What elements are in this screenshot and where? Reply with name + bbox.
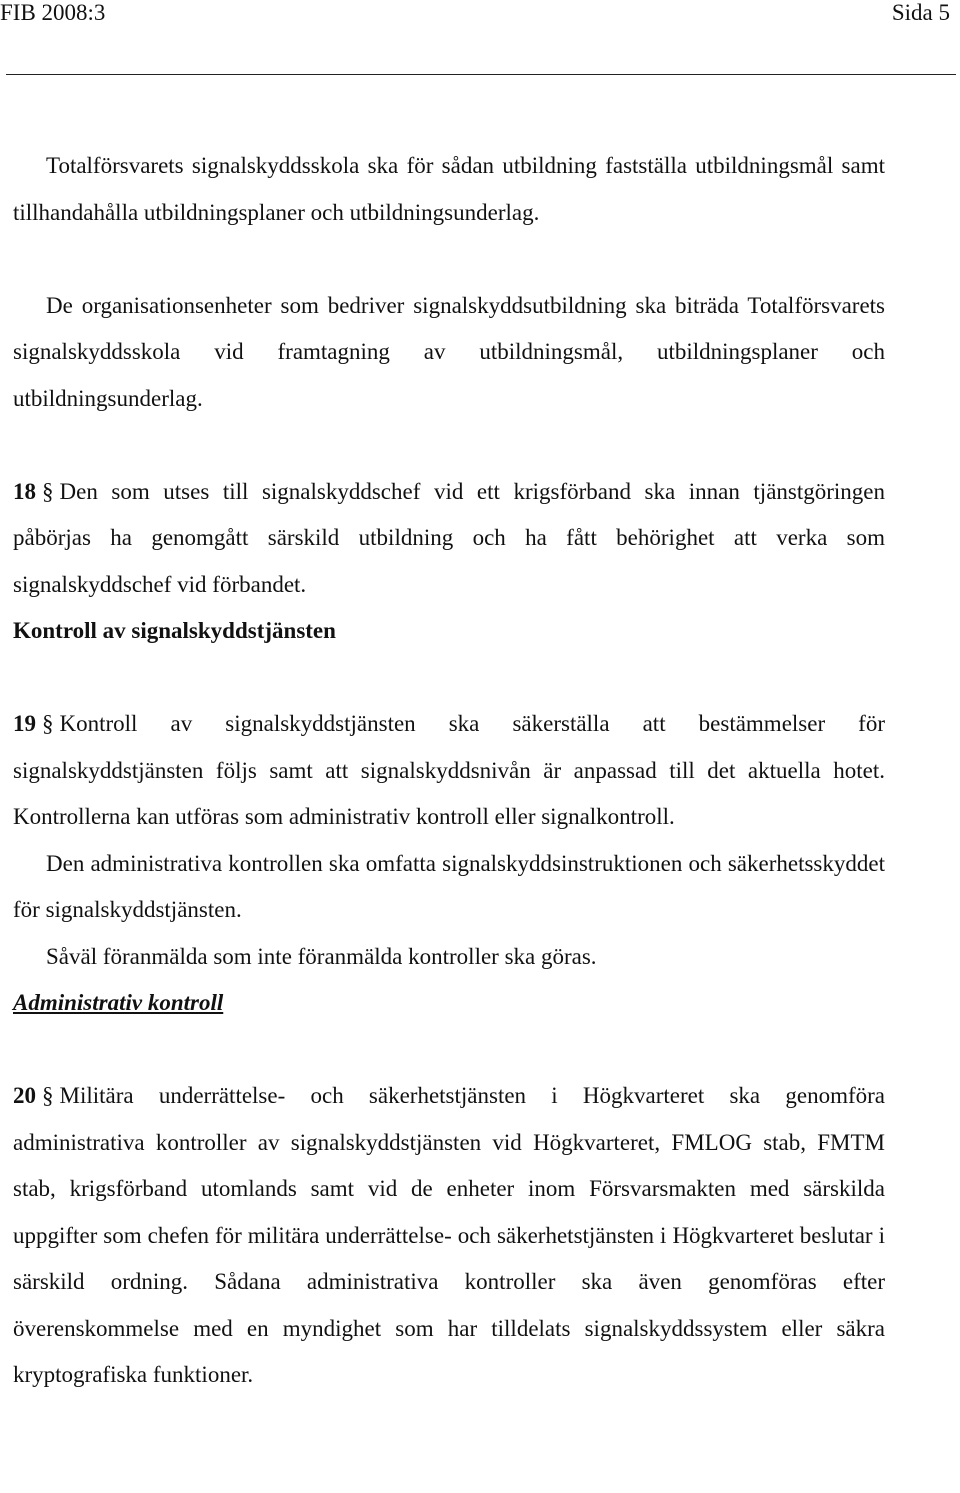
section-19 [13, 701, 885, 841]
section-18 [13, 469, 885, 609]
section-19-text: Kontroll av signalskyddstjänsten ska säkerställa att bestämmelser för signalskyddstjänsten följs samt att signalskyddsnivån är anpassad till det aktuella hotet. Kontrollerna kan utföras som administrativ kontroll eller signalkontroll. [13, 711, 885, 829]
document-body [13, 143, 885, 1399]
heading-administrative-control: Administrativ kontroll [13, 990, 224, 1015]
section-20-text: Militära underrättelse- och säkerhetstjänsten i Högkvarteret ska genomföra administrativa kontroller av signalskyddstjänsten vid Högkvarteret, FMLOG stab, FMTM stab, krigsförband utomlands samt vid de enheter inom Försvarsmakten med särskilda uppgifter som chefen för militära underrättelse- och säkerhetstjänsten i Högkvarteret beslutar i särskild ordning. Sådana administrativa kontroller ska även genomföras efter överenskommelse med en myndighet som har tilldelats signalskyddssystem eller säkra kryptografiska funktioner. [13, 1083, 885, 1387]
section-symbol: § [42, 1083, 54, 1108]
paragraph-education-goals: Totalförsvarets signalskyddsskola ska för sådan utbildning fastställa utbildningsmål samt tillhandahålla utbildningsplaner och utbildningsunderlag. [13, 153, 885, 225]
section-18-text: Den som utses till signalskyddschef vid ett krigsförband ska innan tjänstgöringen påbörjas ha genomgått särskild utbildning och ha fått behörighet att verka som signalskyddschef vid förbandet. [13, 478, 885, 597]
page-number: Sida 5 [891, 0, 950, 25]
header-rule [6, 74, 956, 75]
section-symbol: § [42, 478, 54, 504]
section-19-number: 19 [13, 711, 36, 736]
section-20 [13, 1073, 885, 1399]
paragraph-organisation-units: De organisationsenheter som bedriver signalskyddsutbildning ska biträda Totalförsvarets signalskyddsskola vid framtagning av utbildningsmål, utbildningsplaner och utbildningsunderlag. [13, 292, 885, 411]
section-symbol: § [42, 711, 54, 736]
heading-control: Kontroll av signalskyddstjänsten [13, 618, 336, 643]
section-20-number: 20 [13, 1083, 36, 1108]
paragraph-announced-controls: Såväl föranmälda som inte föranmälda kontroller ska göras. [46, 943, 597, 969]
document-id: FIB 2008:3 [0, 0, 106, 25]
section-18-number: 18 [13, 478, 36, 504]
paragraph-admin-control-scope: Den administrativa kontrollen ska omfatta signalskyddsinstruktionen och säkerhetsskyddet för signalskyddstjänsten. [13, 850, 885, 922]
